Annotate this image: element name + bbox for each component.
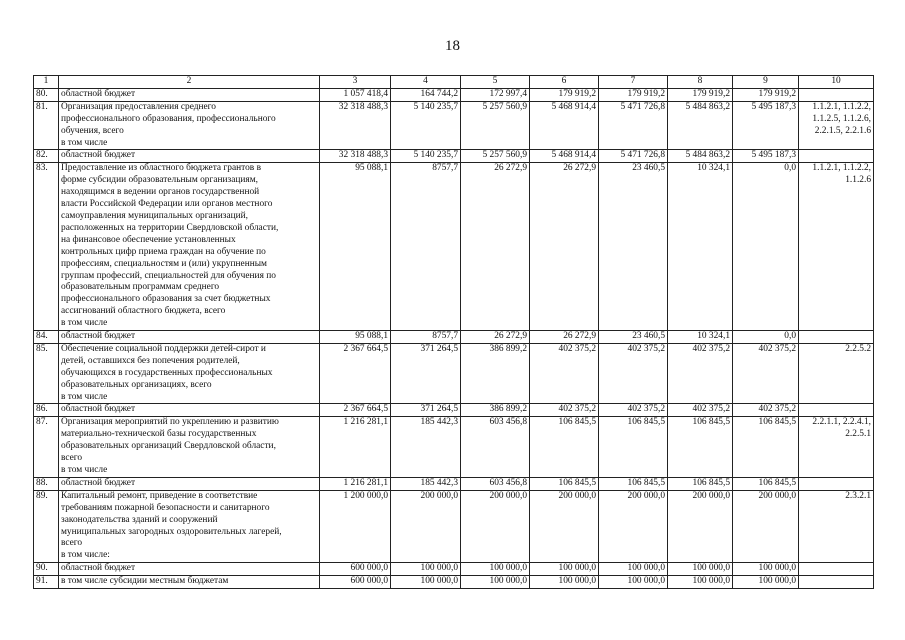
value-cell: 106 845,5 [530, 417, 599, 478]
row-number: 85. [34, 343, 59, 404]
target-refs [799, 163, 874, 331]
value-cell: 106 845,5 [530, 477, 599, 490]
row-name-line: расположенных на территории Свердловской области, [61, 222, 279, 233]
table-row [34, 163, 874, 331]
value-cell: 23 460,5 [599, 163, 668, 331]
row-number: 87. [34, 417, 59, 478]
value-cell: 603 456,8 [461, 417, 530, 478]
column-header: 5 [461, 76, 530, 89]
value-cell: 5 257 560,9 [461, 101, 530, 150]
row-name-line: профессиям, специальностям и (или) укрупненным [61, 258, 267, 269]
value-cell: 5 495 187,3 [733, 101, 799, 150]
value-cell: 185 442,3 [391, 417, 461, 478]
row-name-line: Капитальный ремонт, приведение в соответствие [61, 490, 258, 501]
value-cell: 5 257 560,9 [461, 150, 530, 163]
row-name [59, 490, 320, 562]
value-cell: 32 318 488,3 [320, 101, 391, 150]
value-cell: 100 000,0 [391, 576, 461, 589]
page-number: 18 [445, 38, 460, 54]
value-cell: 10 324,1 [668, 163, 733, 331]
row-name-line: Организация предоставления среднего [61, 101, 216, 112]
value-cell: 100 000,0 [461, 576, 530, 589]
target-refs [799, 150, 874, 163]
value-cell: 100 000,0 [391, 563, 461, 576]
row-name-line: материально-технической базы государственных [61, 429, 257, 440]
row-name-line: всего [61, 453, 83, 464]
row-name-line: детей, оставшихся без попечения родителей, [61, 355, 240, 366]
value-cell: 600 000,0 [320, 563, 391, 576]
target-refs [799, 88, 874, 101]
value-cell: 1 057 418,4 [320, 88, 391, 101]
value-cell: 26 272,9 [530, 331, 599, 344]
column-header: 4 [391, 76, 461, 89]
target-ref-line: 1.1.2.5, 1.1.2.6, [812, 113, 871, 124]
target-ref-line: 1.1.2.1, 1.1.2.2, [812, 101, 871, 112]
row-name-line: требованиям пожарной безопасности и санитарного [61, 502, 270, 513]
value-cell: 2 367 664,5 [320, 343, 391, 404]
value-cell: 0,0 [733, 331, 799, 344]
row-name-line: Организация мероприятий по укреплению и развитию [61, 417, 279, 428]
value-cell: 26 272,9 [461, 163, 530, 331]
value-cell: 100 000,0 [599, 576, 668, 589]
table-body [34, 88, 874, 588]
table-row [34, 88, 874, 101]
row-name [59, 101, 320, 150]
value-cell: 95 088,1 [320, 331, 391, 344]
value-cell: 179 919,2 [599, 88, 668, 101]
table-row [34, 343, 874, 404]
value-cell: 106 845,5 [668, 477, 733, 490]
value-cell: 106 845,5 [599, 477, 668, 490]
value-cell: 386 899,2 [461, 404, 530, 417]
target-ref-line: 1.1.2.6 [845, 175, 871, 186]
row-name [59, 88, 320, 101]
row-number: 81. [34, 101, 59, 150]
table-row [34, 576, 874, 589]
value-cell: 5 484 863,2 [668, 101, 733, 150]
row-name-line: областной бюджет [61, 88, 136, 99]
value-cell: 100 000,0 [461, 563, 530, 576]
value-cell: 100 000,0 [733, 576, 799, 589]
table-row [34, 331, 874, 344]
value-cell: 2 367 664,5 [320, 404, 391, 417]
row-name-line: в том числе [61, 391, 108, 402]
row-number: 84. [34, 331, 59, 344]
value-cell: 1 216 281,1 [320, 477, 391, 490]
row-number: 80. [34, 88, 59, 101]
value-cell: 402 375,2 [668, 404, 733, 417]
row-name [59, 331, 320, 344]
row-name-line: образовательных организациях, всего [61, 379, 212, 390]
row-name-line: Обеспечение социальной поддержки детей-сирот и [61, 343, 266, 354]
value-cell: 0,0 [733, 163, 799, 331]
value-cell: 100 000,0 [530, 576, 599, 589]
value-cell: 106 845,5 [733, 417, 799, 478]
value-cell: 26 272,9 [461, 331, 530, 344]
target-ref-line: 2.3.2.1 [845, 490, 871, 501]
table-row [34, 477, 874, 490]
row-name-line: законодательства зданий и сооружений [61, 514, 218, 525]
value-cell: 200 000,0 [461, 490, 530, 562]
target-refs [799, 343, 874, 404]
column-header: 3 [320, 76, 391, 89]
target-refs [799, 490, 874, 562]
row-name-line: обучения, всего [61, 125, 124, 136]
value-cell: 402 375,2 [733, 404, 799, 417]
value-cell: 1 200 000,0 [320, 490, 391, 562]
column-header: 10 [799, 76, 874, 89]
table-row [34, 150, 874, 163]
row-name-line: областной бюджет [61, 477, 136, 488]
row-name-line: власти Российской Федерации или органов местного [61, 199, 273, 210]
value-cell: 26 272,9 [530, 163, 599, 331]
row-name-line: областной бюджет [61, 563, 136, 574]
table-row [34, 490, 874, 562]
budget-table [33, 75, 874, 589]
row-name [59, 477, 320, 490]
column-header: 7 [599, 76, 668, 89]
value-cell: 8757,7 [391, 163, 461, 331]
row-number: 86. [34, 404, 59, 417]
row-name-line: образовательным программам среднего [61, 282, 220, 293]
row-name [59, 343, 320, 404]
table-row [34, 417, 874, 478]
value-cell: 5 468 914,4 [530, 150, 599, 163]
target-refs [799, 563, 874, 576]
table-row [34, 563, 874, 576]
value-cell: 10 324,1 [668, 331, 733, 344]
table-row [34, 404, 874, 417]
row-name-line: областной бюджет [61, 331, 136, 342]
target-ref-line: 2.2.1.5, 2.2.1.6 [814, 125, 871, 136]
row-number: 89. [34, 490, 59, 562]
value-cell: 100 000,0 [668, 563, 733, 576]
row-name-line: образовательных организаций Свердловской области, [61, 441, 276, 452]
target-refs [799, 331, 874, 344]
value-cell: 200 000,0 [599, 490, 668, 562]
value-cell: 5 468 914,4 [530, 101, 599, 150]
value-cell: 100 000,0 [668, 576, 733, 589]
row-number: 90. [34, 563, 59, 576]
row-name-line: ассигнований областного бюджета, всего [61, 306, 226, 317]
value-cell: 200 000,0 [733, 490, 799, 562]
value-cell: 402 375,2 [668, 343, 733, 404]
table-row [34, 101, 874, 150]
value-cell: 5 140 235,7 [391, 101, 461, 150]
value-cell: 185 442,3 [391, 477, 461, 490]
value-cell: 200 000,0 [668, 490, 733, 562]
value-cell: 200 000,0 [391, 490, 461, 562]
target-refs [799, 417, 874, 478]
value-cell: 100 000,0 [733, 563, 799, 576]
row-name-line: в том числе: [61, 550, 110, 561]
value-cell: 371 264,5 [391, 404, 461, 417]
row-name [59, 404, 320, 417]
header-row [34, 76, 874, 89]
value-cell: 200 000,0 [530, 490, 599, 562]
value-cell: 172 997,4 [461, 88, 530, 101]
row-name-line: областной бюджет [61, 404, 136, 415]
row-name-line: в том числе [61, 465, 108, 475]
column-header: 9 [733, 76, 799, 89]
value-cell: 1 216 281,1 [320, 417, 391, 478]
row-name-line: профессионального образования за счет бюджетных [61, 294, 271, 305]
value-cell: 179 919,2 [668, 88, 733, 101]
value-cell: 106 845,5 [599, 417, 668, 478]
column-header: 6 [530, 76, 599, 89]
target-ref-line: 2.2.5.2 [845, 343, 871, 354]
target-refs [799, 404, 874, 417]
target-refs [799, 477, 874, 490]
value-cell: 5 471 726,8 [599, 150, 668, 163]
row-name-line: группам профессий, специальностей для обучения по [61, 270, 276, 281]
row-number: 91. [34, 576, 59, 589]
row-name-line: в том числе субсидии местным бюджетам [61, 576, 229, 587]
value-cell: 106 845,5 [668, 417, 733, 478]
row-name-line: всего [61, 538, 83, 549]
row-name-line: в том числе [61, 137, 108, 148]
value-cell: 100 000,0 [599, 563, 668, 576]
value-cell: 100 000,0 [530, 563, 599, 576]
row-name-line: областной бюджет [61, 150, 136, 161]
row-name-line: муниципальных загородных оздоровительных лагерей, [61, 526, 282, 537]
target-ref-line: 1.1.2.1, 1.1.2.2, [812, 163, 871, 174]
value-cell: 95 088,1 [320, 163, 391, 331]
row-name-line: Предоставление из областного бюджета грантов в [61, 163, 261, 174]
row-name [59, 417, 320, 478]
row-name [59, 163, 320, 331]
target-refs [799, 576, 874, 589]
value-cell: 106 845,5 [733, 477, 799, 490]
value-cell: 402 375,2 [530, 404, 599, 417]
value-cell: 5 495 187,3 [733, 150, 799, 163]
column-header: 1 [34, 76, 59, 89]
value-cell: 402 375,2 [599, 343, 668, 404]
value-cell: 179 919,2 [530, 88, 599, 101]
row-name-line: форме субсидии образовательным организациям, [61, 175, 259, 186]
row-name-line: находящимся в ведении органов государственной [61, 187, 260, 198]
row-name-line: профессионального образования, профессионального [61, 113, 276, 124]
target-ref-line: 2.2.5.1 [845, 429, 871, 440]
value-cell: 179 919,2 [733, 88, 799, 101]
column-header: 8 [668, 76, 733, 89]
row-number: 88. [34, 477, 59, 490]
value-cell: 600 000,0 [320, 576, 391, 589]
value-cell: 371 264,5 [391, 343, 461, 404]
value-cell: 5 471 726,8 [599, 101, 668, 150]
value-cell: 402 375,2 [530, 343, 599, 404]
row-name-line: в том числе [61, 318, 108, 329]
value-cell: 402 375,2 [599, 404, 668, 417]
target-refs [799, 101, 874, 150]
column-header: 2 [59, 76, 320, 89]
value-cell: 603 456,8 [461, 477, 530, 490]
row-number: 82. [34, 150, 59, 163]
value-cell: 402 375,2 [733, 343, 799, 404]
row-name-line: самоуправления муниципальных организаций, [61, 210, 249, 221]
value-cell: 386 899,2 [461, 343, 530, 404]
value-cell: 5 140 235,7 [391, 150, 461, 163]
value-cell: 23 460,5 [599, 331, 668, 344]
row-name [59, 563, 320, 576]
row-name-line: на финансовое обеспечение установленных [61, 234, 236, 245]
row-name [59, 576, 320, 589]
target-ref-line: 2.2.1.1, 2.2.4.1, [812, 417, 871, 428]
value-cell: 32 318 488,3 [320, 150, 391, 163]
value-cell: 5 484 863,2 [668, 150, 733, 163]
row-name [59, 150, 320, 163]
row-name-line: обучающихся в государственных профессиональных [61, 367, 273, 378]
row-name-line: контрольных цифр приема граждан на обучение по [61, 246, 266, 257]
row-number: 83. [34, 163, 59, 331]
value-cell: 164 744,2 [391, 88, 461, 101]
value-cell: 8757,7 [391, 331, 461, 344]
